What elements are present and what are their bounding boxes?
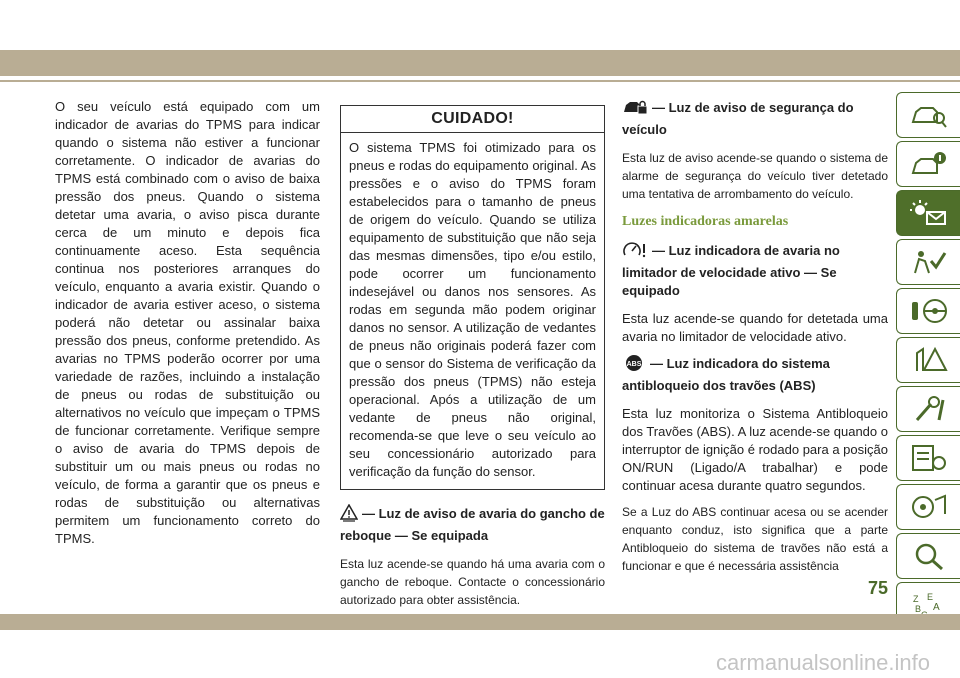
speed-limiter-heading-text: — Luz indicadora de avaria no limitador de velocidade ativo — Se equipado <box>622 243 840 298</box>
tpms-paragraph: O seu veículo está equipado com um indicador de avarias do TPMS para indicar quando o sistema não estiver a funcionar corretamente. O indicador de avarias do TPMS está combinado com o aviso de baixa pressão dos pneus. Quando o sistema detetar uma avaria, o aviso pisca durante cerca de um minuto e depois fica continuamente aceso. Esta sequência continua nos posteriores arranques do veículo, enquanto a avaria existir. Quando o indicador de avaria estiver aceso, o sistema poderá não detetar ou assinalar baixa pressão dos pneus, conforme pretendido. As avarias no TPMS poderão ocorrer por uma variedade de razões, incluindo a instalação de pneus ou rodas de substituição ou alternativos no veículo que impeçam o TPMS de funcionar corretamente. Verifique sempre o aviso de avaria do TPMS depois de substituir um ou mais pneus ou rodas no veículo, de forma a garantir que os pneus e rodas de substituição ou alternativas permitem um funcionamento correto do TPMS. <box>55 99 320 546</box>
security-heading <box>622 98 888 139</box>
speed-limiter-body: Esta luz acende-se quando for detetada uma avaria no limitador de velocidade ativo. <box>622 311 888 344</box>
header-rule <box>0 80 960 82</box>
watermark: carmanualsonline.info <box>715 650 930 675</box>
spec-list-icon <box>909 443 949 473</box>
tab-search[interactable] <box>896 533 960 579</box>
header-band <box>0 50 960 76</box>
tab-emergency[interactable] <box>896 337 960 383</box>
chapter-tabs <box>896 92 960 631</box>
tab-multimedia[interactable] <box>896 484 960 530</box>
steering-wheel-icon <box>909 296 949 326</box>
tow-heading <box>340 504 605 545</box>
caution-title: CUIDADO! <box>341 106 604 133</box>
footer-band <box>0 614 960 630</box>
page-number: 75 <box>868 578 889 598</box>
wrench-icon <box>909 394 949 424</box>
svg-text:A: A <box>932 602 940 613</box>
tab-maintenance[interactable] <box>896 386 960 432</box>
caution-body: O sistema TPMS foi otimizado para os pneus e rodas do equipamento original. As pressões e o aviso do TPMS foram estabelecidos para o tamanho de pneus de origem do veículo. Quando se utiliza equipamento de substituição que não seja das mesmas dimensões, tipo e/ou estilo, pode ocorrer um funcionamento indesejável ou danos nos sensores. As rodas em segunda mão podem originar danos no sensor. A utilização de vedantes de pneus não originais poderá fazer com que o sensor do Sistema de verificação da pressão dos pneus (TPMS) não esteja operacional. Após a utilização de um vedante de pneus não original, recomenda-se que leve o seu veículo ao seu concessionário autorizado para verificação da função do sensor. <box>349 140 596 479</box>
abs-body-1: Esta luz monitoriza o Sistema Antibloqueio dos Travões (ABS). A luz acende-se quando o interruptor de ignição é rodado para a posição ON/RUN (Ligado/A trabalhar) e pode continuar acesa durante quatro segundos. <box>622 406 888 493</box>
svg-text:E: E <box>926 592 933 602</box>
vehicle-security-icon <box>622 98 648 121</box>
tab-safety[interactable] <box>896 239 960 285</box>
yellow-lights-subheading: Luzes indicadoras amarelas <box>622 214 789 229</box>
abs-body-2: Se a Luz do ABS continuar acesa ou se acender enquanto conduz, isto significa que a parte Antibloqueio do sistema de travões não está a funcionar e que é necessária assistência <box>622 505 888 573</box>
security-body: Esta luz de aviso acende-se quando o sistema de alarme de segurança do veículo tiver detetado uma tentativa de arrombamento do veículo. <box>622 151 888 201</box>
speed-limiter-fault-icon <box>622 241 648 264</box>
tab-driving[interactable] <box>896 288 960 334</box>
trailer-hitch-warning-icon <box>340 504 358 527</box>
tab-car-warning[interactable] <box>896 141 960 187</box>
tab-warning-lights[interactable] <box>896 190 960 236</box>
tow-body: Esta luz acende-se quando há uma avaria com o gancho de reboque. Contacte o concessionário autorizado para obter assistência. <box>340 557 605 607</box>
tab-specifications[interactable] <box>896 435 960 481</box>
svg-text:B: B <box>914 604 921 614</box>
speed-limiter-heading <box>622 241 888 300</box>
multimedia-icon <box>909 492 949 522</box>
car-search-icon <box>909 100 949 130</box>
svg-text:Z: Z <box>912 594 918 604</box>
security-heading-text: — Luz de aviso de segurança do veículo <box>622 100 854 137</box>
abs-icon-text: ABS <box>626 361 642 368</box>
abs-icon <box>622 354 646 377</box>
caution-box <box>340 105 605 490</box>
car-info-icon <box>909 149 949 179</box>
warning-lights-message-icon <box>909 198 949 228</box>
tow-heading-text: — Luz de aviso de avaria do gancho de reboque — Se equipada <box>340 506 605 543</box>
search-icon <box>909 541 949 571</box>
column-right <box>622 98 888 575</box>
column-left <box>55 98 320 556</box>
column-middle <box>340 105 605 617</box>
safety-check-icon <box>909 247 949 277</box>
tab-car-info[interactable] <box>896 92 960 138</box>
abs-heading <box>622 354 888 395</box>
abs-heading-text: — Luz indicadora do sistema antibloqueio dos travões (ABS) <box>622 356 830 393</box>
emergency-triangle-icon <box>909 345 949 375</box>
